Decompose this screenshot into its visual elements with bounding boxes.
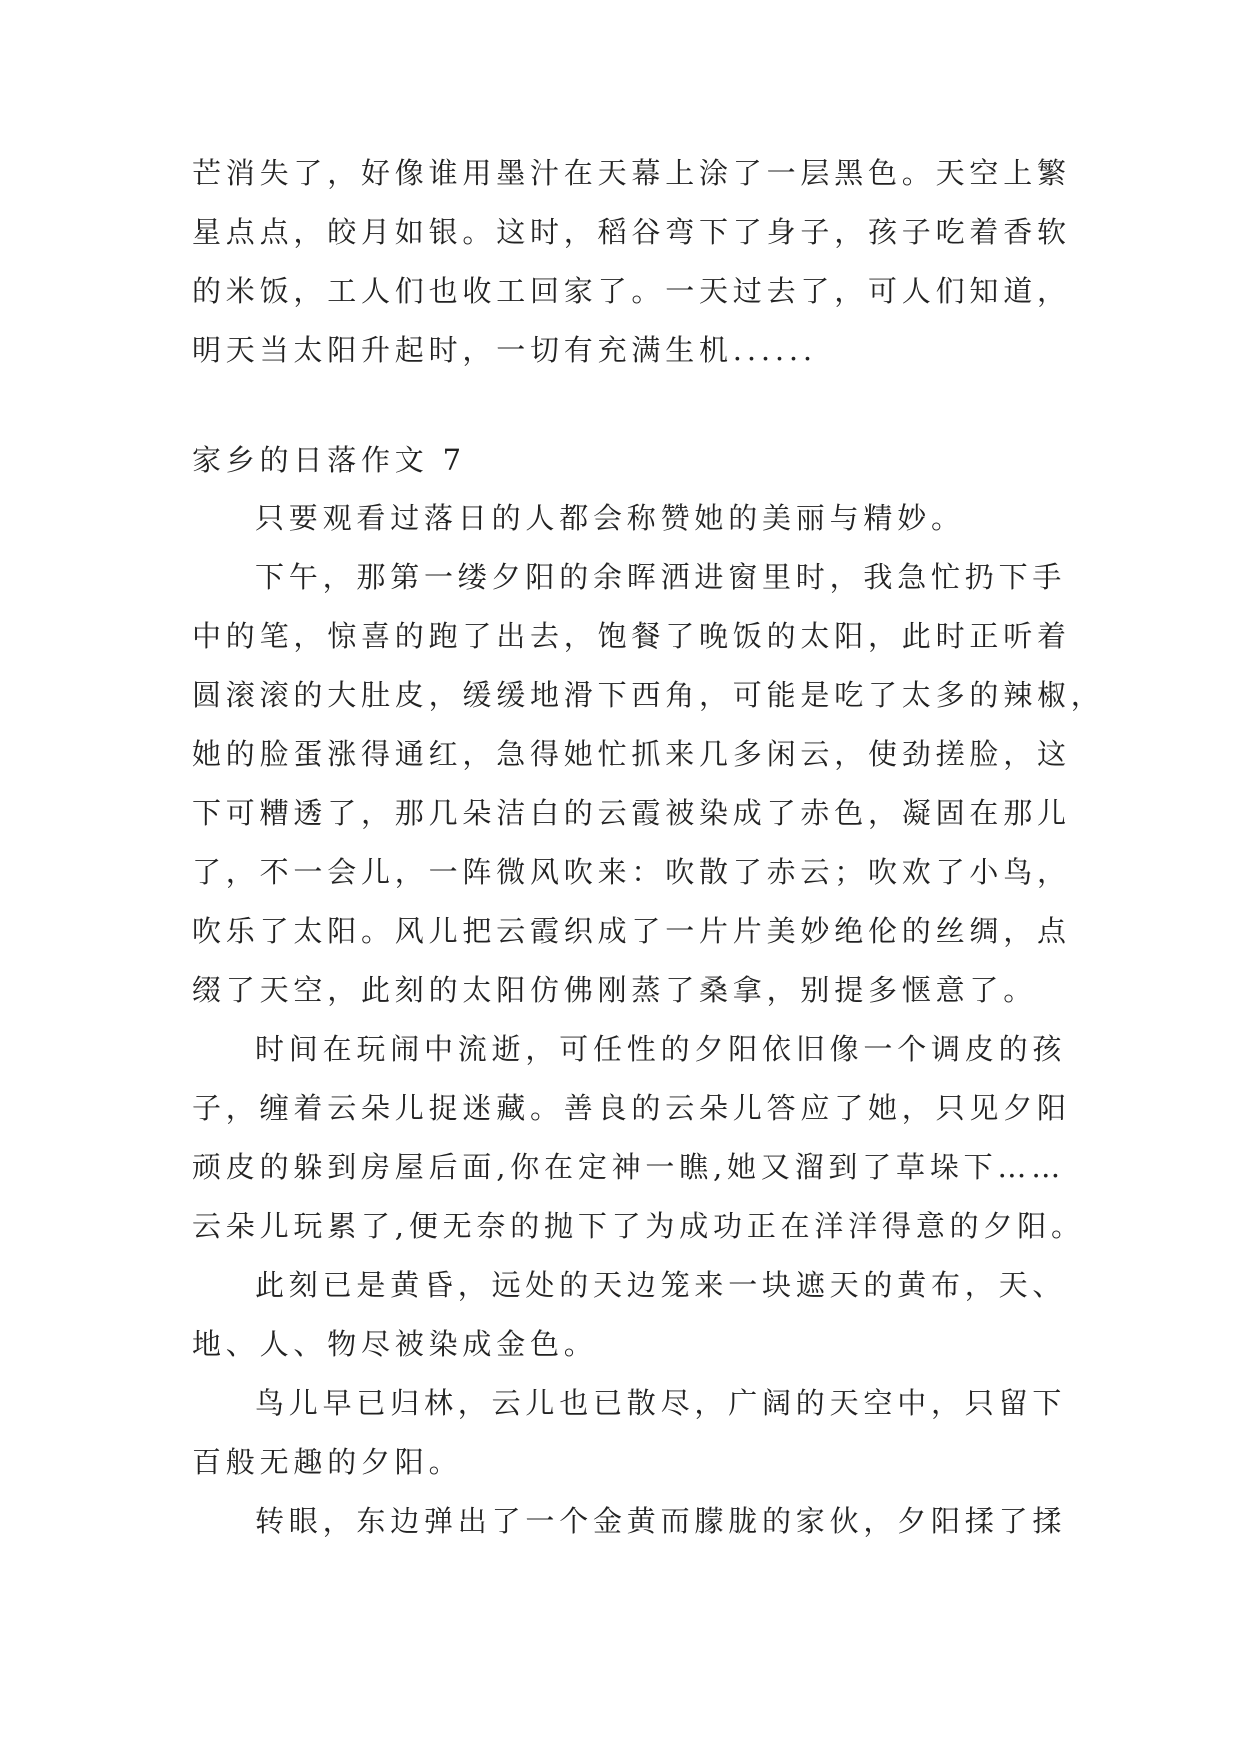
text-line: 圆滚滚的大肚皮，缓缓地滑下西角，可能是吃了太多的辣椒， — [192, 678, 1105, 712]
text-line: 星点点，皎月如银。这时，稻谷弯下了身子，孩子吃着香软 — [192, 215, 1071, 249]
text-line: 鸟儿早已归林，云儿也已散尽，广阔的天空中，只留下 — [255, 1386, 1067, 1420]
text-line: 时间在玩闹中流逝，可任性的夕阳依旧像一个调皮的孩 — [255, 1032, 1067, 1066]
text-line: 中的笔，惊喜的跑了出去，饱餐了晚饭的太阳，此时正听着 — [192, 619, 1071, 653]
text-line: 百般无趣的夕阳。 — [192, 1445, 463, 1479]
text-line: 缀了天空，此刻的太阳仿佛刚蒸了桑拿，别提多惬意了。 — [192, 973, 1038, 1007]
text-line: 她的脸蛋涨得通红，急得她忙抓来几多闲云，使劲搓脸，这 — [192, 737, 1071, 771]
text-line: 云朵儿玩累了,便无奈的抛下了为成功正在洋洋得意的夕阳。 — [192, 1209, 1085, 1243]
text-line: 此刻已是黄昏，远处的天边笼来一块遮天的黄布，天、 — [255, 1268, 1067, 1302]
section-heading: 家乡的日落作文 7 — [192, 443, 466, 477]
text-line: 的米饭，工人们也收工回家了。一天过去了，可人们知道， — [192, 274, 1071, 308]
text-line: 只要观看过落日的人都会称赞她的美丽与精妙。 — [255, 501, 965, 535]
text-line: 了，不一会儿，一阵微风吹来：吹散了赤云；吹欢了小鸟， — [192, 855, 1071, 889]
text-line: 芒消失了，好像谁用墨汁在天幕上涂了一层黑色。天空上繁 — [192, 156, 1071, 190]
text-line: 子，缠着云朵儿捉迷藏。善良的云朵儿答应了她，只见夕阳 — [192, 1091, 1071, 1125]
text-line: 明天当太阳升起时，一切有充满生机...... — [192, 333, 817, 367]
text-line: 地、人、物尽被染成金色。 — [192, 1327, 598, 1361]
text-line: 吹乐了太阳。风儿把云霞织成了一片片美妙绝伦的丝绸，点 — [192, 914, 1071, 948]
text-line: 下午，那第一缕夕阳的余晖洒进窗里时，我急忙扔下手 — [255, 560, 1067, 594]
text-line: 顽皮的躲到房屋后面,你在定神一瞧,她又溜到了草垛下…… — [192, 1150, 1066, 1184]
text-line: 转眼，东边弹出了一个金黄而朦胧的家伙，夕阳揉了揉 — [255, 1504, 1067, 1538]
text-line: 下可糟透了，那几朵洁白的云霞被染成了赤色，凝固在那儿 — [192, 796, 1071, 830]
